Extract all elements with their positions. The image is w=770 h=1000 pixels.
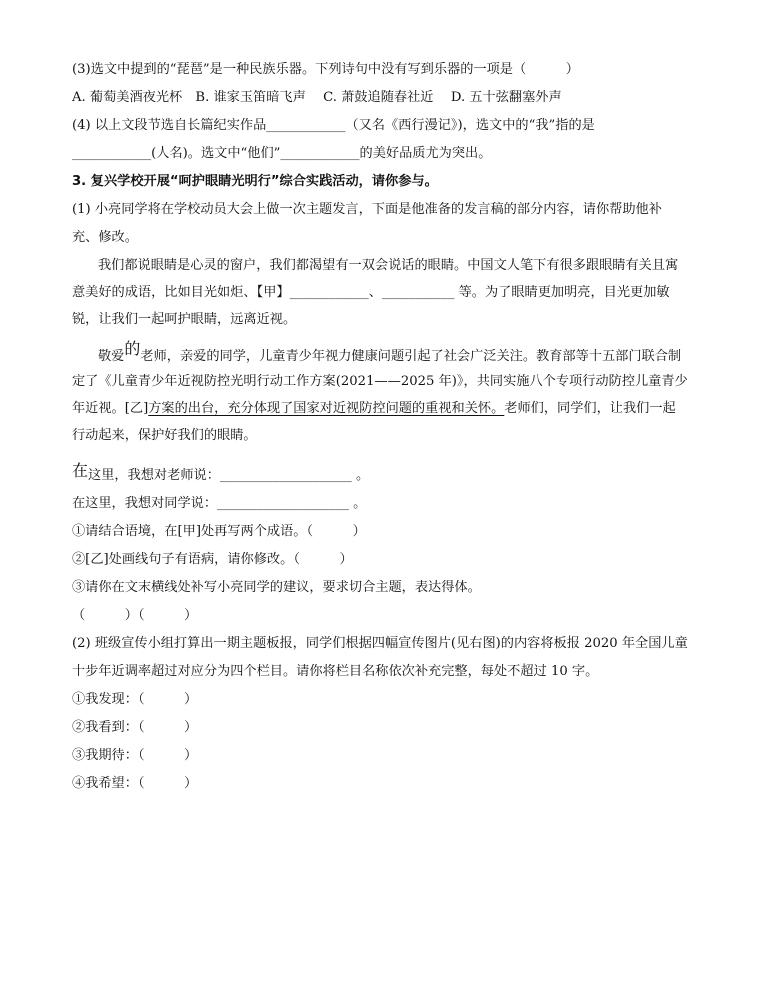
teacher-line: 在这里，我想对老师说：____________________ 。 <box>72 461 370 483</box>
task-3-answer-slots: （ ）（ ） <box>72 608 198 623</box>
task-1: ①请结合语境，在[甲]处再写两个成语。（ ） <box>72 524 366 539</box>
speech-p1-line1: 我们都说眼睛是心灵的窗户，我们都渴望有一双会说话的眼睛。中国文人笔下有很多跟眼睛有关且寓 <box>98 258 679 273</box>
q2-line1: (2) 班级宣传小组打算出一期主题板报，同学们根据四幅宣传图片(见右图)的内容将板报 2020 年全国儿童 <box>72 636 688 651</box>
q4-line1: (4) 以上文段节选自长篇纪实作品____________（又名《西行漫记》)，选文中的“我”指的是 <box>72 118 595 133</box>
speech-p2-line1: 敬爱的老师，亲爱的同学，儿童青少年视力健康问题引起了社会广泛关注。教育部等十五部门联合制 <box>98 339 682 364</box>
q4-line2: ____________(人名)。选文中“他们”____________的美好品质尤为突出。 <box>72 146 492 161</box>
faulty-sentence: 方案的出台，充分体现了国家对近视防控问题的重视和关怀。 <box>148 401 505 416</box>
q2-line2: 十步年近调率超过对应分为四个栏目。请你将栏目名称依次补充完整，每处不超过 10 字。 <box>72 664 599 679</box>
sub1-line1: (1) 小亮同学将在学校动员大会上做一次主题发言，下面是他准备的发言稿的部分内容，请你帮助他补 <box>72 202 662 217</box>
column-item-3: ③我期待：（ ） <box>72 748 198 763</box>
sub1-line2: 充、修改。 <box>72 230 138 245</box>
q3-stem: (3)选文中提到的“琵琶”是一种民族乐器。下列诗句中没有写到乐器的一项是（ ） <box>72 62 579 77</box>
task-2: ②[乙]处画线句子有语病，请你修改。（ ） <box>72 552 353 567</box>
column-item-2: ②我看到：（ ） <box>72 720 198 735</box>
q3-options: A. 葡萄美酒夜光杯 B. 谁家玉笛暗飞声 C. 萧鼓追随春社近 D. 五十弦翻塞外声 <box>72 90 562 105</box>
column-item-1: ①我发现：（ ） <box>72 692 198 707</box>
speech-p2-line4: 行动起来，保护好我们的眼睛。 <box>72 428 257 443</box>
speech-p2-line3: 年近视。[乙]方案的出台，充分体现了国家对近视防控问题的重视和关怀。老师们，同学们，让我们一起 <box>72 401 676 416</box>
student-line: 在这里，我想对同学说：____________________ 。 <box>72 496 367 511</box>
speech-p1-line2: 意美好的成语，比如目光如炬、【甲】____________、___________ 等。为了眼睛更加明亮，目光更加敏 <box>72 285 670 300</box>
speech-p1-line3: 锐，让我们一起呵护眼睛，远离近视。 <box>72 312 297 327</box>
question-3-title: 3. 复兴学校开展“呵护眼睛光明行”综合实践活动，请你参与。 <box>72 174 438 189</box>
task-3: ③请你在文末横线处补写小亮同学的建议，要求切合主题，表达得体。 <box>72 580 481 595</box>
column-item-4: ④我希望：（ ） <box>72 776 198 791</box>
speech-p2-line2: 定了《儿童青少年近视防控光明行动工作方案(2021——2025 年)》，共同实施八个专项行动防控儿童青少 <box>72 374 688 389</box>
